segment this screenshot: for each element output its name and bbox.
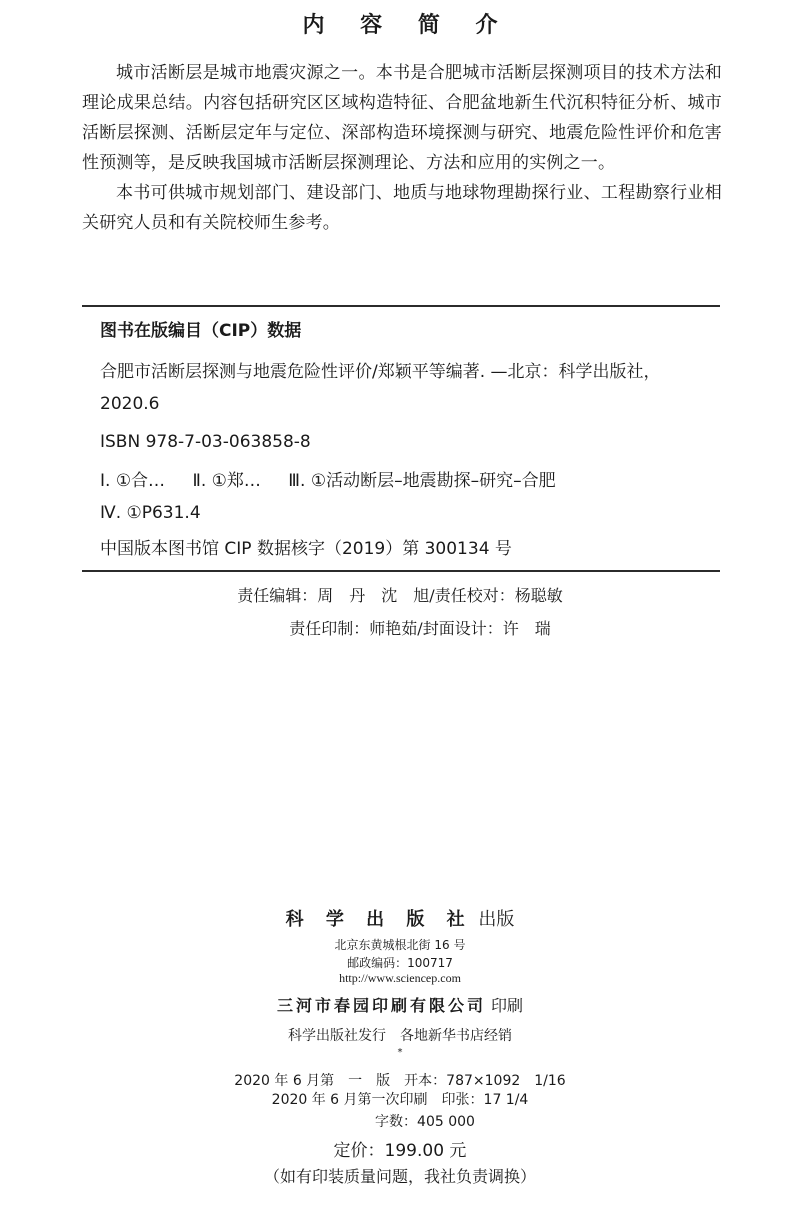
star-mark: * xyxy=(397,1047,403,1058)
summary-paragraph-1: 城市活断层是城市地震灾源之一。本书是合肥城市活断层探测项目的技术方法和理论成果总结。内容包括研究区区域构造特征、合肥盆地新生代沉积特征分析、城市活断层探测、活断层定年与定位、深部构造环境探测与研究、地震危险性评价和危害性预测等，是反映我国城市活断层探测理论、方法和应用的实例之一。 xyxy=(82,63,722,173)
edition-line: 2020 年 6 月第 一 版 开本：787×1092 1/16 xyxy=(234,1073,566,1089)
quality-note: （如有印装质量问题，我社负责调换） xyxy=(263,1167,536,1186)
printer-role: 印刷 xyxy=(491,996,524,1015)
publisher-url: http://www.sciencep.com xyxy=(339,971,461,985)
cip-number: 中国版本图书馆 CIP 数据核字（2019）第 300134 号 xyxy=(100,539,512,559)
printing-line: 2020 年 6 月第一次印刷 印张：17 1/4 xyxy=(271,1092,529,1108)
cip-class-2: Ⅱ. ①郑… xyxy=(192,471,261,491)
cip-class-3: Ⅲ. ①活动断层–地震勘探–研究–合肥 xyxy=(288,471,556,491)
cip-class-1: Ⅰ. ①合… xyxy=(100,471,166,491)
summary-section xyxy=(82,58,722,238)
staff-production: 责任印制：师艳茹/封面设计：许 瑞 xyxy=(289,619,551,638)
printer-name: 三河市春园印刷有限公司 xyxy=(276,996,486,1015)
price: 定价：199.00 元 xyxy=(333,1141,467,1161)
divider-top xyxy=(82,305,720,307)
publisher-postcode: 邮政编码：100717 xyxy=(347,956,453,970)
publisher-role: 出版 xyxy=(478,909,515,930)
publisher-address: 北京东黄城根北街 16 号 xyxy=(334,938,466,952)
word-count: 字数：405 000 xyxy=(375,1114,475,1130)
summary-paragraph-2: 本书可供城市规划部门、建设部门、地质与地球物理勘探行业、工程勘察行业相关研究人员和有关院校师生参考。 xyxy=(82,183,722,233)
publisher-name: 科 学 出 版 社 xyxy=(285,909,473,930)
staff-editors: 责任编辑：周 丹 沈 旭/责任校对：杨聪敏 xyxy=(237,586,563,605)
page-title: 内 容 简 介 xyxy=(302,13,512,38)
cip-isbn: ISBN 978-7-03-063858-8 xyxy=(100,432,311,452)
printer-line xyxy=(0,993,800,1016)
cip-heading: 图书在版编目（CIP）数据 xyxy=(100,321,302,341)
publisher-line xyxy=(0,905,800,931)
divider-bottom xyxy=(82,570,720,572)
cip-record: 合肥市活断层探测与地震危险性评价/郑颖平等编著. —北京：科学出版社，2020.6 xyxy=(100,362,661,414)
cip-classification xyxy=(100,465,720,529)
cip-class-4: Ⅳ. ①P631.4 xyxy=(100,503,201,523)
distribution-line: 科学出版社发行 各地新华书店经销 xyxy=(288,1028,512,1044)
